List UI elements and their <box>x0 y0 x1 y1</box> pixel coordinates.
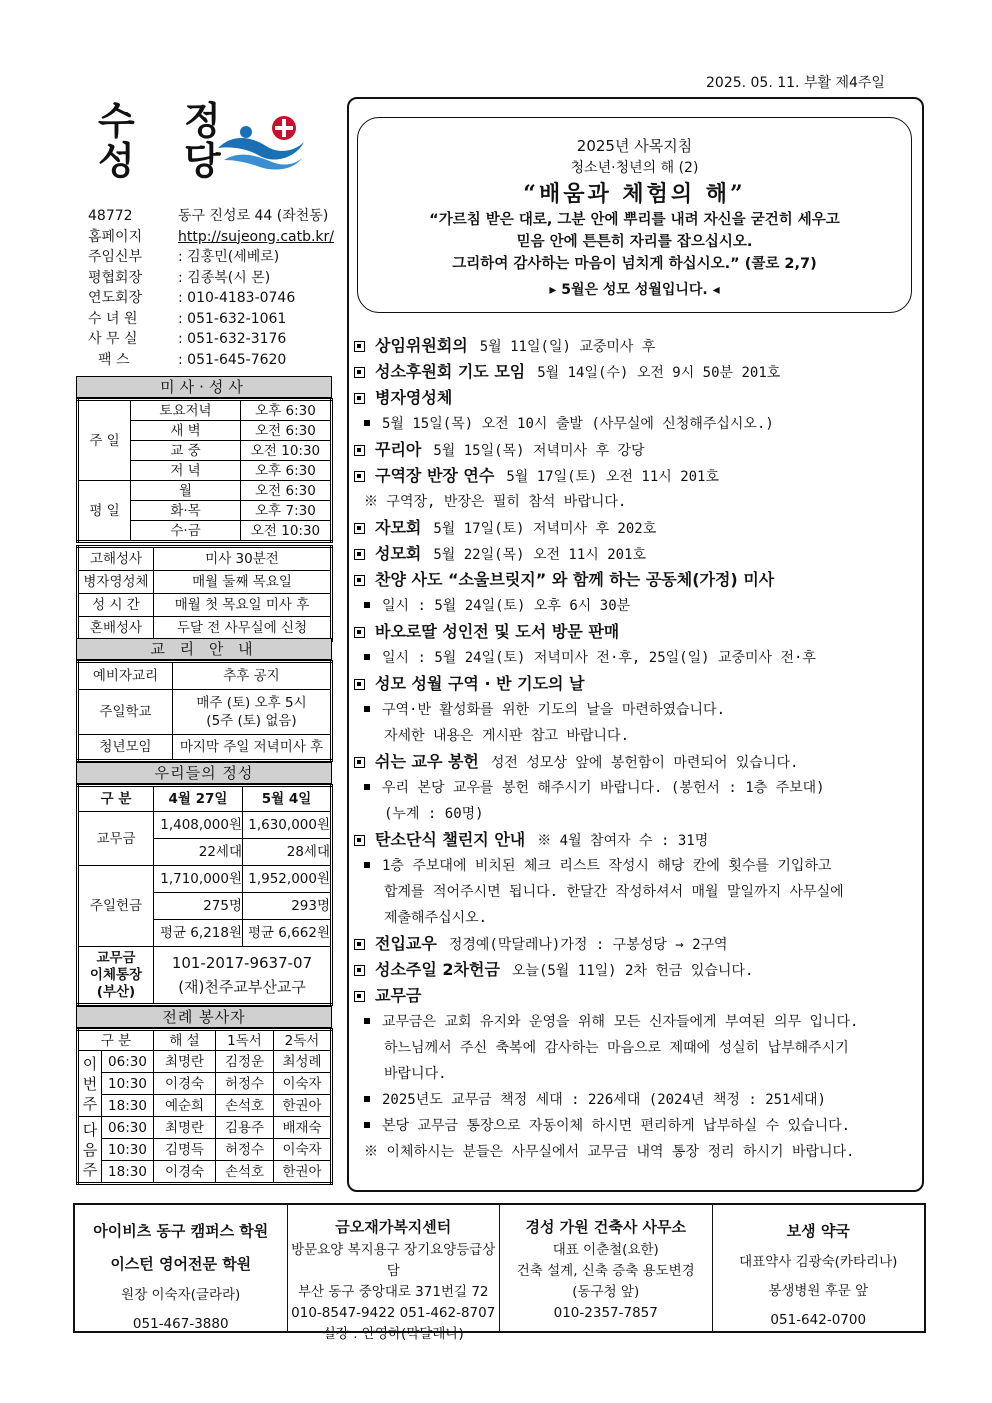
catechism-section <box>76 638 332 762</box>
square-bullet-icon <box>354 757 365 768</box>
news-title: 성소주일 2차헌금 <box>375 960 500 979</box>
table-row: 예비자교리 추후 공지 <box>78 662 332 690</box>
ad-cell <box>288 1205 501 1342</box>
table-row: 주일헌금 1,710,000원 1,952,000원 <box>78 866 332 893</box>
bullet-icon <box>364 1096 370 1102</box>
news-detail <box>352 1035 922 1061</box>
mass-header: 미사·성사 <box>76 376 332 398</box>
bullet-icon <box>364 706 370 712</box>
transfer-account: 101-2017-9637-07 (재)천주교부산교구 <box>154 947 332 1005</box>
news-line-text: 합계를 적어주시면 됩니다. 한달간 작성하셔서 매월 말일까지 사무실에 <box>384 884 844 900</box>
news-detail <box>352 801 922 827</box>
news-detail-text: 5월 17일(토) 오전 11시 201호 <box>506 469 720 485</box>
ad-line: 금오재가복지센터 <box>335 1218 452 1236</box>
news-line-text: 일시 : 5월 24일(토) 오후 6시 30분 <box>382 598 631 614</box>
table-row: 구 분 해 설 1독서 2독서 <box>78 1030 332 1051</box>
parish-logo-icon <box>214 112 308 172</box>
ad-cell <box>500 1205 713 1331</box>
news-heading <box>352 437 922 463</box>
ad-cell <box>713 1205 925 1331</box>
bullet-icon <box>364 784 370 790</box>
news-detail <box>352 489 922 515</box>
news-title: 자모회 <box>375 518 422 537</box>
contact-row: 연도회장 : 010-4183-0746 <box>88 290 296 306</box>
news-detail-text: 5월 14일(수) 오전 9시 50분 201호 <box>537 365 781 381</box>
ad-line: 실장 : 안영하(막달레나) <box>322 1326 464 1342</box>
news-detail <box>352 723 922 749</box>
table-row: 주 일 토요저녁 오후 6:30 <box>78 400 332 421</box>
sponsor-ads <box>73 1203 926 1342</box>
offering-header: 우리들의 정성 <box>76 762 332 784</box>
news-line-text: ※ 구역장, 반장은 필히 참석 바랍니다. <box>364 494 627 510</box>
table-row: 275명 293명 <box>78 893 332 920</box>
table-row: 병자영성체 매월 둘째 목요일 <box>78 571 332 594</box>
news-line-text: 하느님께서 주신 축복에 감사하는 마음으로 제때에 성실히 납부해주시기 <box>384 1040 849 1056</box>
contact-row: 48772 동구 진성로 44 (좌천동) <box>88 208 329 224</box>
news-title: 성소후원회 기도 모임 <box>375 362 526 381</box>
ad-line: 방문요양 복지용구 장기요양등급상담 <box>291 1242 496 1279</box>
news-line-text: 본당 교무금 통장으로 자동이체 하시면 편리하게 납부하실 수 있습니다. <box>382 1118 851 1134</box>
news-heading <box>352 359 922 385</box>
news-detail-text: 정경예(막달레나)가정 : 구봉성당 → 2구역 <box>448 937 728 953</box>
news-heading <box>352 983 922 1009</box>
news-detail-text: 성전 성모상 앞에 봉헌함이 마련되어 있습니다. <box>490 755 799 771</box>
table-row: 성 시 간 매월 첫 목요일 미사 후 <box>78 594 332 617</box>
motto-subtitle: 청소년·청년의 해 (2) <box>570 160 699 176</box>
news-detail <box>352 1139 922 1165</box>
ad-line: 대표 이춘철(요한) <box>552 1242 659 1258</box>
news-line-text: 구역·반 활성화를 위한 기도의 날을 마련하였습니다. <box>382 702 726 718</box>
square-bullet-icon <box>354 575 365 586</box>
contact-row: 주임신부 : 김홍민(세베로) <box>88 249 280 265</box>
liturgy-table <box>76 1028 333 1185</box>
contact-row: 팩 스 : 051-645-7620 <box>98 351 287 368</box>
news-heading <box>352 957 922 983</box>
news-detail <box>352 645 922 671</box>
news-heading <box>352 619 922 645</box>
news-detail-text: 오늘(5월 11일) 2차 헌금 있습니다. <box>511 963 754 979</box>
table-row: 22세대 28세대 <box>78 839 332 866</box>
square-bullet-icon <box>354 991 365 1002</box>
weekday-label: 평 일 <box>78 481 131 542</box>
table-row: 18:30 이경숙 손석호 한권아 <box>78 1161 332 1184</box>
news-detail-text: ※ 4월 참여자 수 : 31명 <box>537 833 709 849</box>
news-title: 탄소단식 챌린지 안내 <box>375 830 526 849</box>
table-row: 평 일 월 오전 6:30 <box>78 481 332 501</box>
news-detail <box>352 853 922 879</box>
catechism-table <box>76 660 333 762</box>
news-heading <box>352 541 922 567</box>
square-bullet-icon <box>354 367 365 378</box>
bulletin-date: 2025. 05. 11. 부활 제4주일 <box>706 75 885 91</box>
ad-line: 보생 약국 <box>786 1222 850 1240</box>
news-detail <box>352 1087 922 1113</box>
news-title: 성모회 <box>375 544 422 563</box>
contact-row: 수 녀 원 : 051-632-1061 <box>88 310 287 327</box>
offering-section <box>76 762 332 1006</box>
news-title: 쉬는 교우 봉헌 <box>375 752 479 771</box>
contact-info <box>88 206 338 370</box>
news-title: 교무금 <box>375 986 422 1005</box>
news-detail <box>352 1061 922 1087</box>
ad-line: 051-467-3880 <box>132 1316 229 1332</box>
news-detail-text: 5월 11일(일) 교중미사 후 <box>479 339 656 355</box>
square-bullet-icon <box>354 471 365 482</box>
bullet-icon <box>364 420 370 426</box>
ad-line: 경성 가원 건축사 사무소 <box>525 1218 687 1236</box>
contact-row: 사 무 실 : 051-632-3176 <box>88 331 287 347</box>
liturgy-section <box>76 1006 332 1185</box>
ad-line: 이스턴 영어전문 학원 <box>110 1255 252 1273</box>
table-row: 수·금 오전 10:30 <box>78 521 332 542</box>
square-bullet-icon <box>354 835 365 846</box>
motto-theme: “배움과 체험의 해” <box>523 181 746 207</box>
news-heading <box>352 567 922 593</box>
news-line-text: 바랍니다. <box>384 1066 447 1082</box>
motto-quote-line: 그리하여 감사하는 마음이 넘치게 하십시오.” (콜로 2,7) <box>452 256 817 272</box>
table-row: 교 중 오전 10:30 <box>78 441 332 461</box>
square-bullet-icon <box>354 523 365 534</box>
table-row: 평균 6,218원 평균 6,662원 <box>78 920 332 947</box>
news-title: 성모 성월 구역 · 반 기도의 날 <box>375 674 585 693</box>
news-heading <box>352 749 922 775</box>
motto-title: 2025년 사목지침 <box>576 137 693 155</box>
news-detail-text: 5월 22일(목) 오전 11시 201호 <box>433 547 647 563</box>
news-heading <box>352 671 922 697</box>
table-row: 교무금 1,408,000원 1,630,000원 <box>78 812 332 839</box>
contact-row: 홈페이지 http://sujeong.catb.kr/ <box>88 228 335 245</box>
news-list <box>352 333 922 1165</box>
table-row: 구 분 4월 27일 5월 4일 <box>78 786 332 812</box>
news-title: 찬양 사도 “소울브릿지” 와 함께 하는 공동체(가정) 미사 <box>375 570 775 589</box>
news-detail <box>352 879 922 905</box>
news-line-text: 일시 : 5월 24일(토) 저녁미사 전·후, 25일(일) 교중미사 전·후 <box>382 650 816 666</box>
news-detail <box>352 1113 922 1139</box>
mass-section <box>76 376 332 642</box>
bullet-icon <box>364 1122 370 1128</box>
news-line-text: 제출해주십시오. <box>384 910 488 926</box>
news-heading <box>352 463 922 489</box>
ad-line: 원장 이숙자(글라라) <box>121 1287 241 1303</box>
bullet-icon <box>364 602 370 608</box>
square-bullet-icon <box>354 679 365 690</box>
news-heading <box>352 931 922 957</box>
news-detail <box>352 593 922 619</box>
news-line-text: 교무금은 교회 유지와 운영을 위해 모든 신자들에게 부여된 의무 입니다. <box>382 1014 859 1030</box>
news-heading <box>352 827 922 853</box>
table-row: 주일학교 매주 (토) 오후 5시 (5주 (토) 없음) <box>78 690 332 735</box>
news-line-text: 1층 주보대에 비치된 체크 리스트 작성시 해당 칸에 횟수를 기입하고 <box>382 858 832 874</box>
parish-name-line1: 수 정 <box>98 98 239 143</box>
news-line-text: 우리 본당 교우를 봉헌 해주시기 바랍니다. (봉헌서 : 1층 주보대) <box>382 780 825 796</box>
sunday-label: 주 일 <box>78 400 131 481</box>
news-detail <box>352 697 922 723</box>
offering-table <box>76 784 333 1006</box>
news-line-text: 5월 15일(목) 오전 10시 출발 (사무실에 신청해주십시오.) <box>382 416 774 432</box>
news-title: 병자영성체 <box>375 388 453 407</box>
news-title: 꾸리아 <box>375 440 422 459</box>
news-line-text: (누계 : 60명) <box>384 806 484 822</box>
ad-line: 010-8547-9422 051-462-8707 <box>291 1305 496 1321</box>
table-row: 교무금 이체통장 (부산) 101-2017-9637-07 (재)천주교부산교구 <box>78 947 332 1005</box>
ad-line: 건축 설계, 신축 증축 용도변경 <box>516 1263 695 1279</box>
news-detail <box>352 411 922 437</box>
square-bullet-icon <box>354 939 365 950</box>
ad-line: 051-642-0700 <box>770 1312 867 1328</box>
news-heading <box>352 515 922 541</box>
square-bullet-icon <box>354 965 365 976</box>
news-heading <box>352 333 922 359</box>
square-bullet-icon <box>354 549 365 560</box>
liturgy-header: 전례 봉사자 <box>76 1006 332 1028</box>
square-bullet-icon <box>354 445 365 456</box>
news-detail <box>352 905 922 931</box>
ad-line: 010-2357-7857 <box>553 1305 658 1321</box>
catechism-header: 교 리 안 내 <box>76 638 332 660</box>
square-bullet-icon <box>354 393 365 404</box>
bullet-icon <box>364 654 370 660</box>
news-line-text: 자세한 내용은 게시판 참고 바랍니다. <box>384 728 630 744</box>
table-row: 10:30 김명득 허정수 이숙자 <box>78 1139 332 1161</box>
square-bullet-icon <box>354 627 365 638</box>
news-detail <box>352 1009 922 1035</box>
news-detail <box>352 775 922 801</box>
pastoral-motto-box <box>357 117 912 313</box>
motto-quote-line: “가르침 받은 대로, 그분 안에 뿌리를 내려 자신을 굳건히 세우고 <box>429 212 840 228</box>
news-detail-text: 5월 17일(토) 저녁미사 후 202호 <box>433 521 657 537</box>
table-row: 10:30 이경숙 허정수 이숙자 <box>78 1073 332 1095</box>
ad-line: (동구청 앞) <box>572 1284 640 1300</box>
ad-line: 아이비츠 동구 캠퍼스 학원 <box>93 1222 269 1240</box>
news-heading <box>352 385 922 411</box>
ad-line: 대표약사 김광숙(카타리나) <box>739 1254 898 1270</box>
table-row: 18:30 예순희 손석호 한권아 <box>78 1095 332 1117</box>
table-row: 혼배성사 두달 전 사무실에 신청 <box>78 617 332 641</box>
table-row: 저 녁 오후 6:30 <box>78 461 332 481</box>
table-row: 이 번 주 06:30 최명란 김정운 최성례 <box>78 1051 332 1073</box>
motto-month-note: ▸ 5월은 성모 성월입니다. ◂ <box>549 282 720 298</box>
table-row: 화·목 오후 7:30 <box>78 501 332 521</box>
homepage-link[interactable]: http://sujeong.catb.kr/ <box>178 228 335 245</box>
table-row: 고해성사 미사 30분전 <box>78 547 332 571</box>
table-row: 새 벽 오전 6:30 <box>78 421 332 441</box>
news-title: 상임위원회의 <box>375 336 468 355</box>
news-line-text: 2025년도 교무금 책정 세대 : 226세대 (2024년 책정 : 251세대) <box>382 1092 826 1108</box>
news-title: 바오로딸 성인전 및 도서 방문 판매 <box>375 622 620 641</box>
table-row: 청년모임 마지막 주일 저녁미사 후 <box>78 735 332 761</box>
square-bullet-icon <box>354 341 365 352</box>
ad-line: 봉생병원 후문 앞 <box>768 1283 869 1299</box>
bullet-icon <box>364 862 370 868</box>
news-line-text: ※ 이체하시는 분들은 사무실에서 교무금 내역 통장 정리 하시기 바랍니다. <box>364 1144 855 1160</box>
sacrament-table <box>76 545 333 642</box>
ad-line: 부산 동구 중앙대로 371번길 72 <box>297 1284 489 1300</box>
mass-table <box>76 398 333 543</box>
parish-name-line2: 성 당 <box>98 138 239 183</box>
news-title: 구역장 반장 연수 <box>375 466 495 485</box>
motto-quote-line: 믿음 안에 튼튼히 자리를 잡으십시오. <box>516 234 753 250</box>
contact-row: 평협회장 : 김종복(시 몬) <box>88 269 271 286</box>
ad-cell <box>75 1205 288 1331</box>
table-row: 다 음 주 06:30 최명란 김용주 배재숙 <box>78 1117 332 1139</box>
bullet-icon <box>364 1018 370 1024</box>
news-title: 전입교우 <box>375 934 437 953</box>
news-detail-text: 5월 15일(목) 저녁미사 후 강당 <box>433 443 645 459</box>
